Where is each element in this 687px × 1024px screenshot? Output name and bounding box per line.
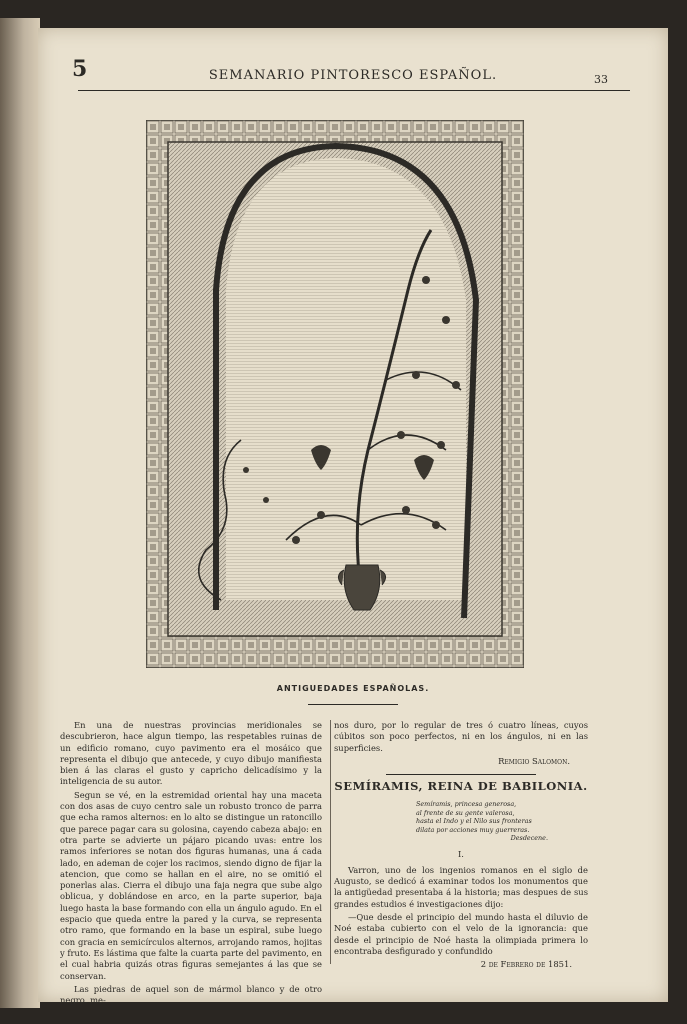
continuation-paragraph: nos duro, por lo regular de tres ó cuatro líneas, cuyos cúbitos son poco perfectos, ni en los ángulos, ni en las superficies.: [334, 720, 588, 753]
mosaic-engraving: [146, 120, 524, 668]
epigraph-line: dilata por acciones muy guerreras.: [416, 825, 530, 834]
caption-rule: [308, 704, 398, 705]
column-divider: [330, 720, 331, 964]
epigraph: [416, 800, 588, 842]
article-title: SEMÍRAMIS, REINA DE BABILONIA.: [334, 779, 588, 794]
author-signature: Remigio Salomon.: [498, 755, 570, 766]
publication-title: SEMANARIO PINTORESCO ESPAÑOL.: [208, 68, 498, 83]
header-rule: [78, 90, 630, 91]
epigraph-line: al frente de su gente valerosa,: [416, 808, 515, 817]
issue-number: 5: [72, 56, 88, 82]
paragraph: En una de nuestras provincias meridionales se descubrieron, hace algun tiempo, las respetables ruinas de un edificio romano, cuyo pavimento era el mosáico que representa el dibujo que antecede, y cuyo dibujo manifiesta bien á las claras el gusto y capricho delicadísimo y la inteligencia de su autor.: [60, 720, 322, 787]
issue-date: 2 de Febrero de 1851.: [480, 959, 572, 970]
paragraph: Segun se vé, en la estremidad oriental hay una maceta con dos asas de cuyo centro sale un robusto tronco de parra que echa ramos alternos: en lo alto se distingue un ratoncillo que parece pagar cara su golosina, cayendo cabeza abajo: en otra parte se advierte un pájaro picando uvas: entre los ramos inferiores se notan dos figuras humanas, una á cada lado, en ademan de cojer los racimos, siendo digno de fijar la atencion, que como se hallan en el aire, no se omitió el ponerlas alas. Cierra el dibujo una faja negra que sube algo oblicua, y doblándose en arco, en la parte superior, baja luego hasta la base formando con ella un ángulo agudo. En el espacio que queda entre la pared y la curva, se representa otro ramo, que formando en la base un espiral, sube luego con gracia en semicírculos alternos, arrojando ramos, hojitas y fruto. Es lástima que falte la cuarta parte del pavimento, en el cual habria quizás otras figuras semejantes á las que se conservan.: [60, 789, 322, 981]
paragraph: —Que desde el principio del mundo hasta el diluvio de Noé estaba cubierto con el velo de la ignorancia: que desde el principio de Noé hasta la olimpiada primera lo encontraba desfigurado y confundido: [334, 912, 588, 956]
page-header: [38, 28, 668, 88]
left-column: [60, 720, 322, 1008]
figure-caption: ANTIGUEDADES ESPAÑOLAS.: [276, 684, 430, 693]
right-column: [334, 720, 588, 970]
epigraph-line: hasta el Indo y el Nilo sus fronteras: [416, 817, 532, 826]
section-rule: [386, 774, 536, 775]
page-number: 33: [594, 73, 608, 86]
epigraph-line: Semíramis, princesa generosa,: [416, 800, 517, 809]
paragraph: Las piedras de aquel son de mármol blanco y de otro negro, me-: [60, 983, 322, 1006]
adjacent-page-edge: [0, 18, 40, 1008]
paragraph: Varron, uno de los ingenios romanos en el siglo de Augusto, se dedicó á examinar todos los monumentos que la antigüedad presentaba á la historia; mas despues de sus grandes estudios é investigaciones dijo:: [334, 864, 588, 909]
newspaper-page: [38, 28, 668, 1006]
section-number: I.: [458, 848, 464, 859]
epigraph-author: Desdecene.: [510, 834, 548, 843]
sky-area: [226, 158, 466, 600]
